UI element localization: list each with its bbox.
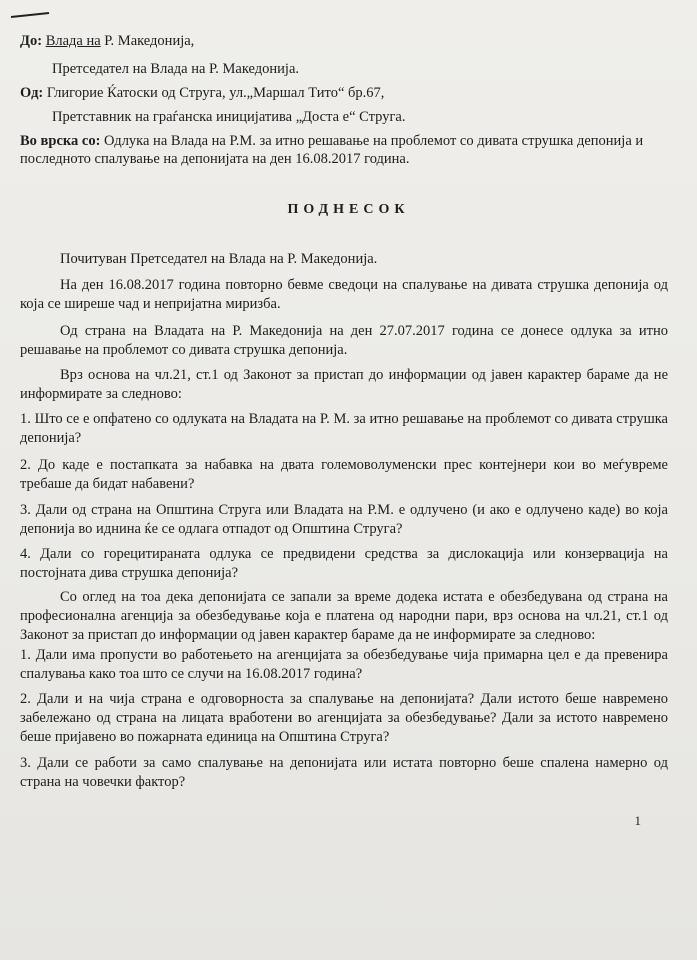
from-line-2: Претставник на граѓанска иницијатива „Доста е“ Струга. [52, 109, 406, 125]
from-label: Од: [20, 85, 44, 101]
request-1: 1. Дали има пропусти во работењето на агенцијата за обезбедување чија примарна цел е да превенира спалувања како тоа што се случи на 16.08.2017 година? [20, 647, 668, 682]
request-3: 3. Дали се работи за само спалување на депонијата или истата повторно беше спалена намерно од страна на човечки фактор? [20, 755, 668, 790]
from-value: Глигорие Ќатоски од Струга, ул.„Маршал Тито“ бр.67, [43, 85, 385, 101]
question-4: 4. Дали со горецитираната одлука се предвидени средства за дислокација или конзервација на постојната дива струшка депонија? [20, 546, 668, 581]
pen-stroke-mark [10, 12, 50, 18]
question-1: 1. Што се е опфатено со одлуката на Владата на Р. М. за итно решавање на проблемот со дивата струшка депонија? [20, 411, 668, 446]
salutation: Почитуван Претседател на Влада на Р. Македонија. [60, 251, 378, 267]
to-value-underlined: Влада на [45, 33, 101, 49]
regarding-value: Одлука на Влада на Р.М. за итно решавање на проблемот со дивата струшка депонија и [100, 133, 644, 149]
question-2: 2. До каде е постапката за набавка на двата големоволуменски прес контејнери кои во меѓувреме требаше да бидат набавени? [20, 457, 668, 492]
paragraph-3: Врз основа на чл.21, ст.1 од Законот за пристап до информации од јавен карактер бараме да не информирате за следново: [20, 367, 668, 402]
document-title: ПОДНЕСОК [287, 202, 410, 217]
regarding-label: Во врска со: [20, 133, 101, 149]
paragraph-1: На ден 16.08.2017 година повторно бевме сведоци на спалување на дивата струшка депонија од која се ширеше чад и непријатна миризба. [20, 277, 668, 312]
to-label: До: [20, 33, 43, 49]
from-line [20, 84, 384, 102]
regarding-line-2: последното спалување на депонијата на ден 16.08.2017 година. [20, 151, 410, 167]
regarding-line [20, 132, 643, 150]
to-line [20, 32, 194, 50]
to-line-2: Претседател на Влада на Р. Македонија. [52, 61, 300, 77]
paragraph-2: Од страна на Владата на Р. Македонија на ден 27.07.2017 година се донесе одлука за итно решавање на проблемот со дивата струшка депонија. [20, 323, 668, 358]
question-3: 3. Дали од страна на Општина Струга или Владата на Р.М. е одлучено (и ако е одлучено каде) во која депонија во иднина ќе се одлага отпадот од Општина Струга? [20, 502, 668, 537]
page-number: 1 [634, 813, 641, 828]
paragraph-4: Со оглед на тоа дека депонијата се запали за време додека истата е обезбедувана од страна на професионална агенција за обезбедување која е платена од народни пари, врз основа на чл.21, ст.1 од Законот за пристап до информации од јавен карактер бараме да не информирате за следново: [20, 589, 668, 643]
to-value: Р. Македонија, [100, 33, 195, 49]
request-2: 2. Дали и на чија страна е одговорноста за спалување на депонијата? Дали истото беше навремено забележано од страна на лицата вработени во агенцијата за обезбедување? Дали за истото навремено беше пријавено во пожарната единица на Општина Струга? [20, 691, 668, 745]
